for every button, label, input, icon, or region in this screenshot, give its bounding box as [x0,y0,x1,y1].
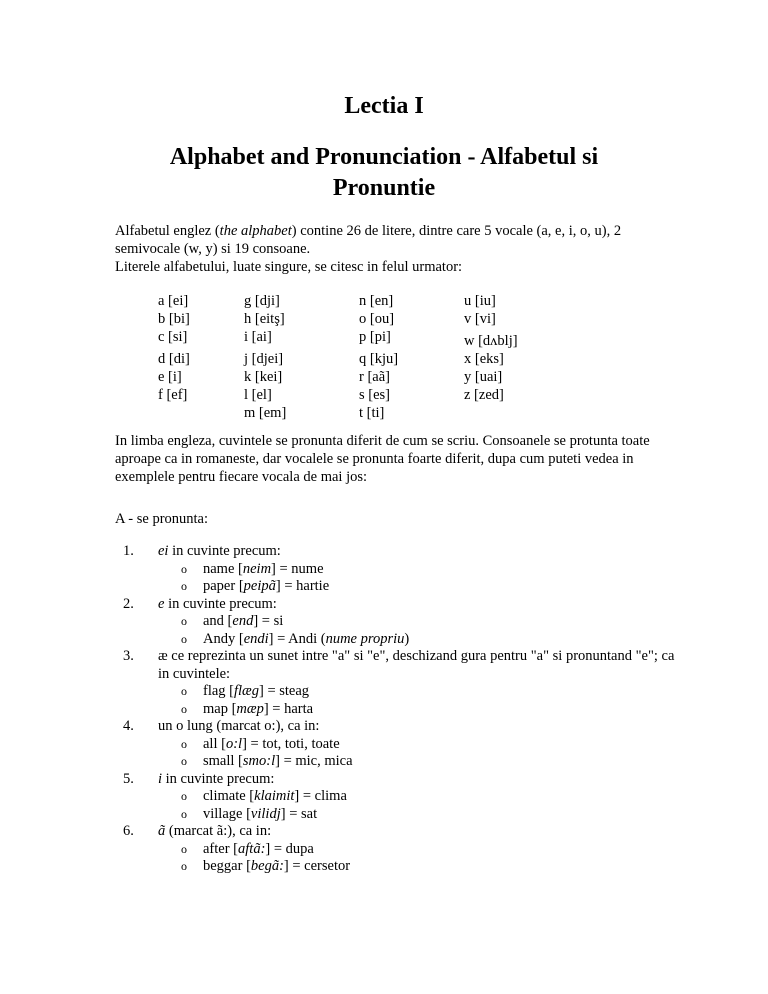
bullet-icon: o [181,579,187,593]
bullet-icon: o [181,841,187,856]
example-post2: ) [404,630,410,647]
alphabet-cell: n [en] [359,293,394,309]
alphabet-cell: r [aã] [359,369,390,385]
example-post: ] = harta [263,700,314,717]
example-em: smo:l [242,753,276,769]
example-pre: paper [ [203,578,244,594]
bullet-icon: o [181,684,187,698]
bullet-icon: o [181,701,187,716]
example-item [115,788,675,806]
list-item [115,823,675,841]
example-em: endi [243,630,269,647]
alphabet-cell: c [si] [158,329,188,345]
example-pre: map [ [203,700,237,717]
example-pre: and [ [203,613,233,629]
list-item-text: un o lung (marcat o:), ca in: [158,718,320,734]
list-item [115,648,675,683]
list-item-emphasis: e [158,595,165,612]
example-item [115,631,675,649]
example-item [115,613,675,631]
example-post: ] = dupa [265,840,314,857]
example-pre: all [ [203,735,226,752]
alphabet-cell: a [ei] [158,293,189,309]
list-item-emphasis: ei [158,543,169,559]
alphabet-cell: g [dji] [244,293,280,309]
alphabet-cell: e [i] [158,369,182,385]
alphabet-cell: b [bi] [158,311,190,327]
example-em: mæp [236,700,264,717]
example-em: klaimit [254,788,295,804]
list-item-number: 5. [123,770,134,787]
example-post: ] = cersetor [283,858,351,874]
list-item [115,543,675,561]
example-em: vilidj [250,805,281,822]
bullet-icon: o [181,789,187,803]
alphabet-cell: q [kju] [359,351,399,367]
alphabet-cell: t [ti] [359,405,385,421]
bullet-icon: o [181,859,187,873]
bullet-icon: o [181,736,187,751]
intro-text-emphasis: the alphabet [219,223,292,239]
alphabet-cell: d [di] [158,351,190,367]
example-item [115,753,675,771]
list-item-number: 2. [123,595,134,612]
alphabet-cell: i [ai] [244,329,272,345]
example-em: begã: [250,858,284,874]
example-pre: small [ [203,753,243,769]
example-post: ] = sat [280,805,318,822]
bullet-icon: o [181,614,187,628]
example-pre: name [ [203,560,243,577]
list-item-number: 4. [123,718,134,734]
intro-paragraph [115,222,655,276]
example-post: ] = tot, toti, toate [242,735,340,752]
alphabet-cell: x [eks] [464,351,504,367]
alphabet-cell: f [ef] [158,387,188,403]
example-pre: after [ [203,840,239,857]
example-em: flæg [234,683,259,699]
alphabet-cell: z [zed] [464,387,504,403]
example-item [115,561,675,579]
example-em: neim [242,560,272,577]
intro-text-post: ) contine 26 de litere, dintre care 5 vocale (a, e, i, o, u), 2 semivocale (w, y) si 19 consoane. [115,223,622,257]
list-item [115,596,675,614]
bullet-icon: o [181,754,187,768]
list-item-number: 3. [123,648,134,664]
pronunciation-paragraph: In limba engleza, cuvintele se pronunta diferit de cum se scriu. Consoanele se protunta toate aproape ca in romaneste, dar vocalele se pronunta foarte diferit, dupa cum puteti vedea in exemplele pentru fiecare vocala de mai jos: [115,433,650,485]
example-em: end [232,613,254,629]
alphabet-cell: s [es] [359,387,391,403]
example-item [115,578,675,596]
alphabet-cell: o [ou] [359,311,395,327]
alphabet-cell: l [el] [244,387,272,403]
example-pre: village [ [203,805,251,822]
example-post: ] = mic, mica [275,753,353,769]
example-em: o:l [225,735,243,752]
example-post: ] = steag [258,683,310,699]
example-em2: nume propriu [325,630,405,647]
section-heading-a: A - se pronunta: [115,511,209,527]
list-item-emphasis: i [158,770,163,787]
example-pre: beggar [ [203,858,251,874]
list-item-number: 1. [123,543,134,559]
alphabet-cell: u [iu] [464,293,496,309]
alphabet-cell: w [dʌblj] [464,333,518,349]
lesson-title: Lectia I [344,93,424,119]
alphabet-cell: v [vi] [464,311,496,327]
alphabet-cell: p [pi] [359,329,391,345]
example-item [115,736,675,754]
list-item-text: in cuvinte precum: [168,543,281,559]
example-em: aftã: [238,840,266,857]
bullet-icon: o [181,631,187,646]
example-item [115,858,675,876]
list-item-text: æ ce reprezinta un sunet intre "a" si "e", deschizand gura pentru "a" si pronuntand "e"; ca in cuvintele: [158,648,675,682]
alphabet-cell: h [eitş] [244,311,285,327]
example-post: ] = Andi ( [268,630,326,647]
example-pre: Andy [ [203,630,244,647]
example-item [115,841,675,859]
example-post: ] = clima [294,788,347,804]
intro-text-pre: Alfabetul englez ( [115,223,220,239]
list-item-number: 6. [123,823,134,839]
example-item [115,701,675,719]
vowel-a-list [115,543,675,876]
alphabet-cell: y [uai] [464,369,503,385]
example-post: ] = si [253,613,284,629]
list-item-text: in cuvinte precum: [164,595,277,612]
list-item-emphasis: ã [158,823,166,839]
example-item [115,683,675,701]
list-item-text: in cuvinte precum: [162,770,275,787]
intro-text-line2: Literele alfabetului, luate singure, se citesc in felul urmator: [115,259,463,275]
list-item [115,718,675,736]
bullet-icon: o [181,806,187,821]
alphabet-cell: j [djei] [244,351,284,367]
example-post: ] = hartie [275,578,330,594]
alphabet-cell: m [em] [244,405,287,421]
example-em: peipã [243,578,276,594]
list-item [115,771,675,789]
lesson-subtitle: Alphabet and Pronunciation - Alfabetul si Pronuntie [169,144,599,201]
bullet-icon: o [181,561,187,576]
example-pre: flag [ [203,683,234,699]
example-item [115,806,675,824]
list-item-text: (marcat ã:), ca in: [165,823,272,839]
example-pre: climate [ [203,788,255,804]
example-post: ] = nume [271,560,324,577]
alphabet-cell: k [kei] [244,369,283,385]
